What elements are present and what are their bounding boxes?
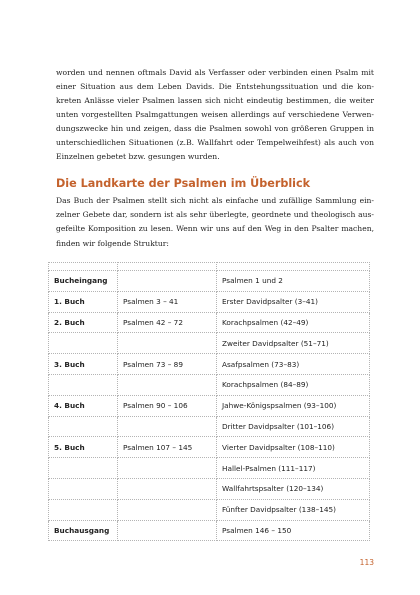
collection-cell: Hallel-Psalmen (111–117) xyxy=(217,458,370,479)
intro-line: kreten Anlässe vieler Psalmen lassen sich nicht eindeutig bestimmen, die weiter xyxy=(56,96,374,105)
section-cell xyxy=(49,374,118,395)
section-cell xyxy=(49,333,118,354)
collection-cell: Wallfahrtspsalter (120–134) xyxy=(217,478,370,499)
page-number: 113 xyxy=(359,558,374,567)
intro-line: unten vorgestellten Psalmgattungen weisen allerdings auf verschiedene Verwen- xyxy=(56,110,374,119)
section-cell: 4. Buch xyxy=(49,395,118,416)
range-cell: Psalmen 3 – 41 xyxy=(118,291,217,312)
intro-line: worden und nennen oftmals David als Verfasser oder verbinden einen Psalm mit xyxy=(56,68,374,77)
collection-cell: Dritter Davidpsalter (101–106) xyxy=(217,416,370,437)
range-cell xyxy=(118,478,217,499)
collection-cell: Zweiter Davidpsalter (51–71) xyxy=(217,333,370,354)
range-cell xyxy=(118,333,217,354)
range-cell: Psalmen 107 – 145 xyxy=(118,437,217,458)
table-row xyxy=(49,478,370,499)
range-cell xyxy=(118,374,217,395)
section-cell xyxy=(49,458,118,479)
range-cell: Psalmen 42 – 72 xyxy=(118,312,217,333)
body-line: Das Buch der Psalmen stellt sich nicht als einfache und zufällige Sammlung ein- xyxy=(56,196,374,205)
intro-line: dungszwecke hin und zeigen, dass die Psalmen sowohl von größeren Gruppen in xyxy=(56,124,374,133)
table-row xyxy=(49,271,370,292)
section-cell: 2. Buch xyxy=(49,312,118,333)
collection-cell: Vierter Davidpsalter (108–110) xyxy=(217,437,370,458)
range-cell xyxy=(118,499,217,520)
body-paragraph xyxy=(56,194,374,251)
collection-cell: Erster Davidpsalter (3–41) xyxy=(217,291,370,312)
intro-line: Einzelnen gebetet bzw. gesungen wurden. xyxy=(56,152,220,161)
section-cell: 3. Buch xyxy=(49,354,118,375)
section-cell xyxy=(49,499,118,520)
collection-cell: Korachpsalmen (84–89) xyxy=(217,374,370,395)
collection-cell: Fünfter Davidpsalter (138–145) xyxy=(217,499,370,520)
collection-cell: Jahwe-Königspsalmen (93–100) xyxy=(217,395,370,416)
range-cell: Psalmen 90 – 106 xyxy=(118,395,217,416)
table-spacer-row xyxy=(49,263,370,271)
table-row xyxy=(49,291,370,312)
intro-line: unterschiedlichen Situationen (z.B. Wallfahrt oder Tempelweihfest) als auch von xyxy=(56,138,374,147)
range-cell: Psalmen 73 – 89 xyxy=(118,354,217,375)
table-row xyxy=(49,437,370,458)
table-row xyxy=(49,374,370,395)
section-cell: 1. Buch xyxy=(49,291,118,312)
section-cell: Buchausgang xyxy=(49,520,118,541)
table-row xyxy=(49,520,370,541)
table-row xyxy=(49,312,370,333)
collection-cell: Korachpsalmen (42–49) xyxy=(217,312,370,333)
collection-cell: Psalmen 1 und 2 xyxy=(217,271,370,292)
intro-paragraph xyxy=(56,66,374,164)
table-row xyxy=(49,395,370,416)
table-row xyxy=(49,499,370,520)
table-row xyxy=(49,458,370,479)
table-row xyxy=(49,333,370,354)
section-cell: Bucheingang xyxy=(49,271,118,292)
body-line: finden wir folgende Struktur: xyxy=(56,238,169,248)
collection-cell: Psalmen 146 – 150 xyxy=(217,520,370,541)
range-cell xyxy=(118,271,217,292)
section-heading: Die Landkarte der Psalmen im Überblick xyxy=(56,177,311,190)
collection-cell: Asafpsalmen (73–83) xyxy=(217,354,370,375)
psalter-structure-table xyxy=(48,262,370,541)
table-row xyxy=(49,354,370,375)
section-cell xyxy=(49,478,118,499)
range-cell xyxy=(118,520,217,541)
section-cell: 5. Buch xyxy=(49,437,118,458)
section-cell xyxy=(49,416,118,437)
range-cell xyxy=(118,416,217,437)
body-line: gefeilte Komposition zu lesen. Wenn wir uns auf den Weg in den Psalter machen, xyxy=(56,224,374,234)
intro-line: einer Situation aus dem Leben Davids. Die Entstehungssituation und die kon- xyxy=(56,82,374,91)
range-cell xyxy=(118,458,217,479)
table-row xyxy=(49,416,370,437)
body-line: zelner Gebete dar, sondern ist als sehr überlegte, geordnete und theologisch aus- xyxy=(56,210,374,220)
